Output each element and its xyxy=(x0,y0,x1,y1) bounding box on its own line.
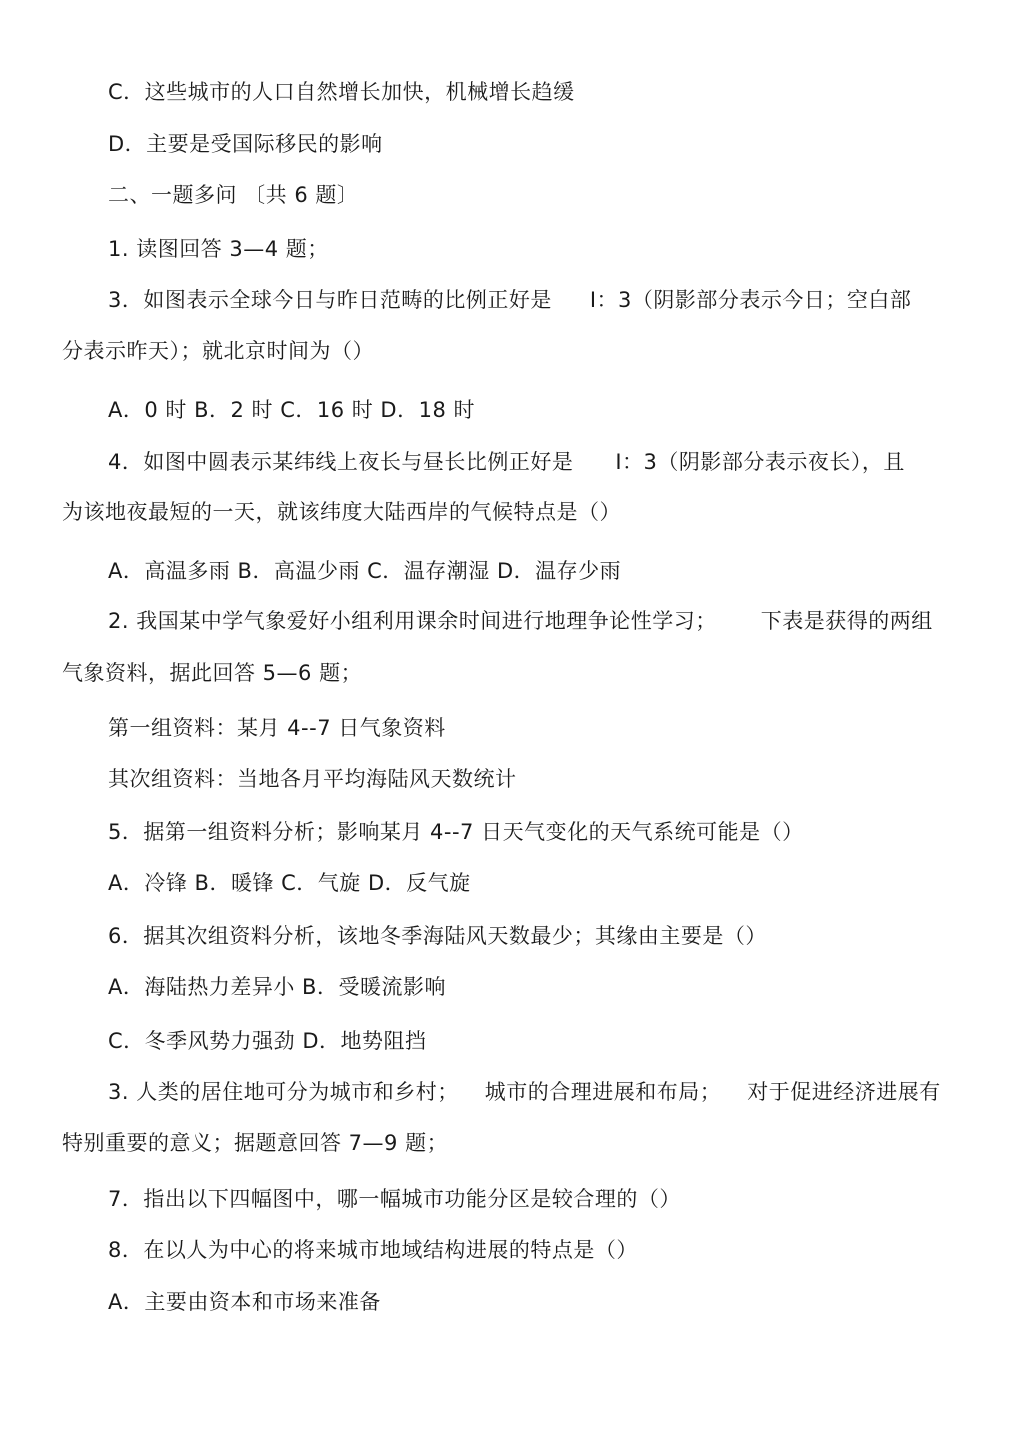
question-4-options: A．高温多雨 B．高温少雨 C．温存潮湿 D．温存少雨 xyxy=(108,559,622,583)
question-6-options-ab: A．海陆热力差异小 B．受暖流影响 xyxy=(108,975,446,999)
data-set-1: 第一组资料：某月 4--7 日气象资料 xyxy=(108,716,446,740)
question-4-part1: 4．如图中圆表示某纬线上夜长与昼长比例正好是 xyxy=(108,450,574,474)
section-heading: 二、一题多问 〔共 6 题〕 xyxy=(108,183,359,207)
question-6-options-cd: C．冬季风势力强劲 D．地势阻挡 xyxy=(108,1029,427,1053)
option-d-q2: D．主要是受国际移民的影响 xyxy=(108,132,383,156)
question-3 xyxy=(108,285,911,315)
question-8: 8．在以人为中心的将来城市地域结构进展的特点是（） xyxy=(108,1238,638,1262)
group-2-intro xyxy=(108,606,933,636)
question-3-continued: 分表示昨天）；就北京时间为（） xyxy=(62,339,374,363)
group-3-intro-continued: 特别重要的意义；据题意回答 7—9 题； xyxy=(62,1131,449,1155)
group-1-intro: 1. 读图回答 3—4 题； xyxy=(108,237,329,261)
question-5: 5．据第一组资料分析；影响某月 4--7 日天气变化的天气系统可能是（） xyxy=(108,820,804,844)
group-3-intro-part1: 3. 人类的居住地可分为城市和乡村； xyxy=(108,1080,459,1104)
question-4-part2: I：3（阴影部分表示夜长），且 xyxy=(615,450,905,474)
data-set-2: 其次组资料：当地各月平均海陆风天数统计 xyxy=(108,767,517,791)
group-2-intro-part1: 2. 我国某中学气象爱好小组利用课余时间进行地理争论性学习； xyxy=(108,609,717,633)
question-3-part2: I：3（阴影部分表示今日；空白部 xyxy=(589,288,912,312)
question-4 xyxy=(108,447,905,477)
group-3-intro-part3: 对于促进经济进展有 xyxy=(747,1080,941,1104)
question-8-option-a: A．主要由资本和市场来准备 xyxy=(108,1290,381,1314)
question-6: 6．据其次组资料分析，该地冬季海陆风天数最少；其缘由主要是（） xyxy=(108,924,767,948)
question-3-options: A．0 时 B．2 时 C．16 时 D．18 时 xyxy=(108,398,475,422)
group-2-intro-continued: 气象资料，据此回答 5—6 题； xyxy=(62,661,363,685)
group-2-intro-part2: 下表是获得的两组 xyxy=(760,609,933,633)
question-5-options: A．冷锋 B．暖锋 C．气旋 D．反气旋 xyxy=(108,871,471,895)
group-3-intro xyxy=(108,1077,941,1107)
group-3-intro-part2: 城市的合理进展和布局； xyxy=(484,1080,722,1104)
option-c-q2: C．这些城市的人口自然增长加快，机械增长趋缓 xyxy=(108,80,575,104)
question-7: 7．指出以下四幅图中，哪一幅城市功能分区是较合理的（） xyxy=(108,1187,681,1211)
question-3-part1: 3．如图表示全球今日与昨日范畴的比例正好是 xyxy=(108,288,552,312)
question-4-continued: 为该地夜最短的一天，就该纬度大陆西岸的气候特点是（） xyxy=(62,500,621,524)
